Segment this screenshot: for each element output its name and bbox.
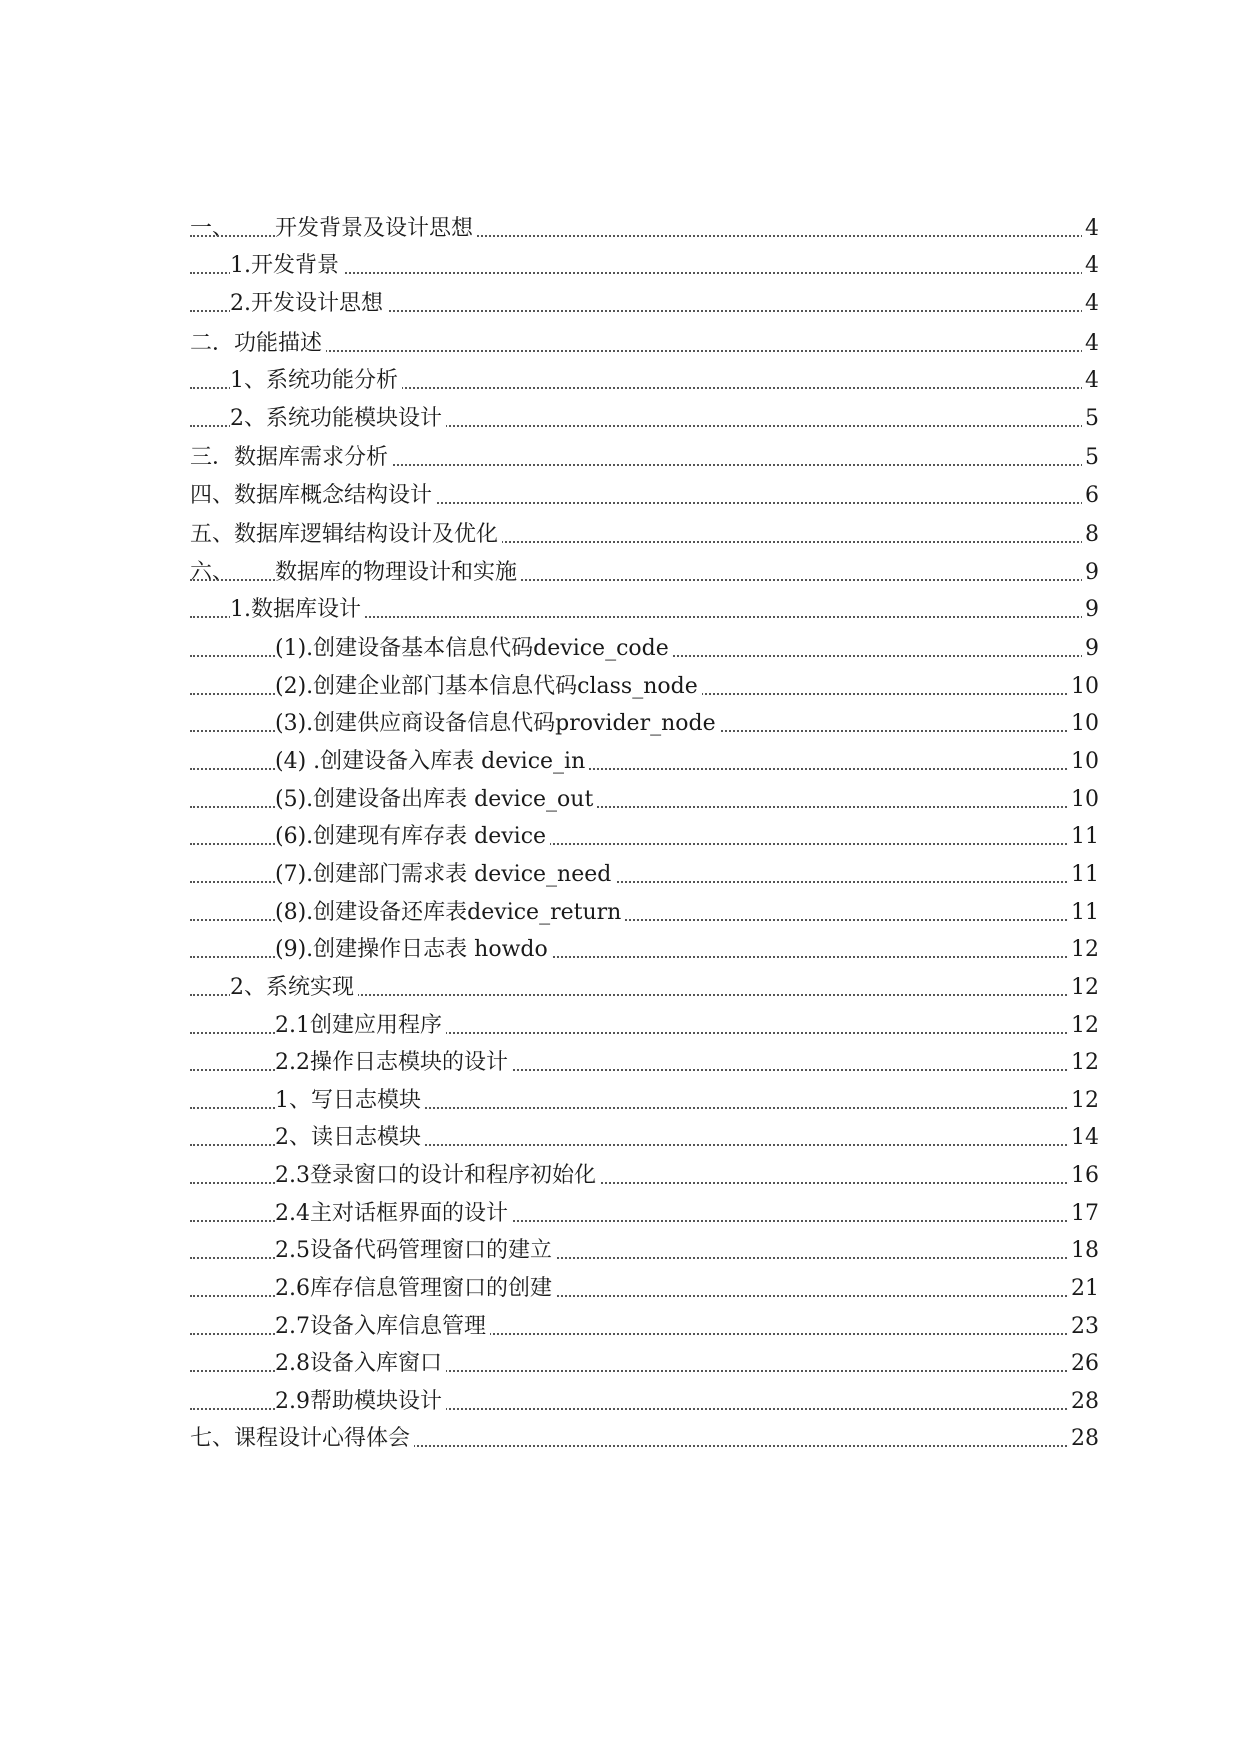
toc-entry[interactable] (0, 1161, 1241, 1191)
toc-entry-title: 七、课程设计心得体会 (190, 1424, 414, 1454)
toc-entry-title: (3).创建供应商设备信息代码provider_node (275, 709, 720, 739)
toc-entry-page-number: 12 (1068, 1048, 1099, 1078)
toc-entry-title: (1).创建设备基本信息代码device_code (275, 634, 673, 664)
toc-entry-page-number: 12 (1068, 973, 1099, 1003)
toc-entry-page-number: 21 (1068, 1274, 1099, 1304)
toc-entry[interactable] (0, 785, 1241, 815)
toc-entry-title: 2.2操作日志模块的设计 (275, 1048, 512, 1078)
toc-entry[interactable] (0, 520, 1241, 550)
toc-entry-title: 1.开发背景 (230, 251, 343, 281)
toc-entry-page-number: 9 (1082, 634, 1099, 664)
toc-entry[interactable] (0, 822, 1241, 852)
toc-entry[interactable] (0, 1349, 1241, 1379)
toc-entry-page-number: 4 (1082, 289, 1099, 319)
toc-entry-title: 2.7设备入库信息管理 (275, 1312, 490, 1342)
toc-leader-dots (190, 329, 1099, 359)
toc-entry-title: 五、数据库逻辑结构设计及优化 (190, 520, 502, 550)
toc-entry-page-number: 9 (1082, 595, 1099, 625)
toc-entry-title: 2、系统功能模块设计 (230, 404, 446, 434)
toc-entry-title: 1.数据库设计 (230, 595, 365, 625)
toc-entry-page-number: 23 (1068, 1312, 1099, 1342)
toc-entry-title: 数据库的物理设计和实施 (275, 558, 521, 588)
toc-entry-title: (5).创建设备出库表 device_out (275, 785, 597, 815)
toc-entry[interactable] (0, 1274, 1241, 1304)
toc-entry[interactable] (0, 973, 1241, 1003)
toc-entry[interactable] (0, 443, 1241, 473)
toc-entry-title: (2).创建企业部门基本信息代码class_node (275, 672, 702, 702)
toc-entry-page-number: 8 (1082, 520, 1099, 550)
toc-entry-page-number: 6 (1082, 481, 1099, 511)
toc-entry-page-number: 28 (1068, 1387, 1099, 1417)
toc-entry-title: 三．数据库需求分析 (190, 443, 392, 473)
toc-entry[interactable] (0, 1123, 1241, 1153)
toc-entry[interactable] (0, 747, 1241, 777)
toc-entry-title: 1、写日志模块 (275, 1086, 425, 1116)
toc-entry[interactable] (0, 1048, 1241, 1078)
toc-entry-page-number: 11 (1068, 898, 1099, 928)
toc-entry[interactable] (0, 672, 1241, 702)
toc-entry[interactable] (0, 404, 1241, 434)
toc-entry-title: 开发背景及设计思想 (275, 214, 477, 244)
toc-entry-title: 2、读日志模块 (275, 1123, 425, 1153)
toc-entry-page-number: 17 (1068, 1199, 1099, 1229)
toc-entry-page-number: 5 (1082, 404, 1099, 434)
toc-entry-title: (4) .创建设备入库表 device_in (275, 747, 589, 777)
toc-entry-title: 2.9帮助模块设计 (275, 1387, 446, 1417)
toc-entry-page-number: 14 (1068, 1123, 1099, 1153)
toc-entry-page-number: 5 (1082, 443, 1099, 473)
toc-entry-page-number: 4 (1082, 251, 1099, 281)
toc-entry-page-number: 10 (1068, 709, 1099, 739)
toc-entry-title: 二．功能描述 (190, 329, 326, 359)
toc-entry[interactable] (0, 709, 1241, 739)
toc-entry-page-number: 11 (1068, 822, 1099, 852)
toc-entry[interactable] (0, 1199, 1241, 1229)
toc-entry[interactable] (0, 1086, 1241, 1116)
toc-entry-title: 1、系统功能分析 (230, 366, 402, 396)
toc-entry-title: (8).创建设备还库表device_return (275, 898, 625, 928)
toc-entry-title: 2.3登录窗口的设计和程序初始化 (275, 1161, 600, 1191)
toc-entry[interactable] (0, 898, 1241, 928)
toc-entry-title: 2.4主对话框界面的设计 (275, 1199, 512, 1229)
toc-entry-page-number: 10 (1068, 785, 1099, 815)
toc-entry-title: 2.8设备入库窗口 (275, 1349, 446, 1379)
toc-entry[interactable] (0, 289, 1241, 319)
toc-entry-title: 2.开发设计思想 (230, 289, 387, 319)
toc-entry-page-number: 4 (1082, 214, 1099, 244)
toc-entry-page-number: 26 (1068, 1349, 1099, 1379)
toc-entry-title: (6).创建现有库存表 device (275, 822, 550, 852)
toc-entry-page-number: 10 (1068, 747, 1099, 777)
toc-entry-page-number: 12 (1068, 1011, 1099, 1041)
toc-entry[interactable] (0, 595, 1241, 625)
toc-entry-title: 2.5设备代码管理窗口的建立 (275, 1236, 556, 1266)
toc-entry-page-number: 4 (1082, 366, 1099, 396)
toc-entry[interactable] (0, 1312, 1241, 1342)
toc-entry[interactable] (0, 1011, 1241, 1041)
toc-entry[interactable] (0, 1424, 1241, 1454)
toc-entry-page-number: 28 (1068, 1424, 1099, 1454)
toc-entry[interactable] (0, 860, 1241, 890)
toc-entry-page-number: 9 (1082, 558, 1099, 588)
toc-entry[interactable] (0, 935, 1241, 965)
toc-entry-title: 2.1创建应用程序 (275, 1011, 446, 1041)
toc-entry-page-number: 18 (1068, 1236, 1099, 1266)
toc-entry-page-number: 10 (1068, 672, 1099, 702)
toc-entry[interactable] (0, 634, 1241, 664)
toc-entry-page-number: 4 (1082, 329, 1099, 359)
toc-entry-title: (7).创建部门需求表 device_need (275, 860, 615, 890)
toc-entry-page-number: 12 (1068, 1086, 1099, 1116)
toc-entry[interactable] (0, 1236, 1241, 1266)
toc-entry-title: 2、系统实现 (230, 973, 358, 1003)
toc-entry-page-number: 12 (1068, 935, 1099, 965)
toc-entry-number: 一、 (190, 214, 234, 244)
toc-entry[interactable] (0, 329, 1241, 359)
toc-entry-title: 四、数据库概念结构设计 (190, 481, 436, 511)
toc-entry[interactable] (0, 214, 1241, 244)
toc-entry[interactable] (0, 481, 1241, 511)
toc-entry-title: 2.6库存信息管理窗口的创建 (275, 1274, 556, 1304)
toc-entry-page-number: 16 (1068, 1161, 1099, 1191)
toc-entry-title: (9).创建操作日志表 howdo (275, 935, 552, 965)
toc-entry[interactable] (0, 251, 1241, 281)
toc-entry[interactable] (0, 366, 1241, 396)
toc-entry-number: 六、 (190, 558, 234, 588)
toc-entry-page-number: 11 (1068, 860, 1099, 890)
toc-entry[interactable] (0, 1387, 1241, 1417)
toc-entry[interactable] (0, 558, 1241, 588)
